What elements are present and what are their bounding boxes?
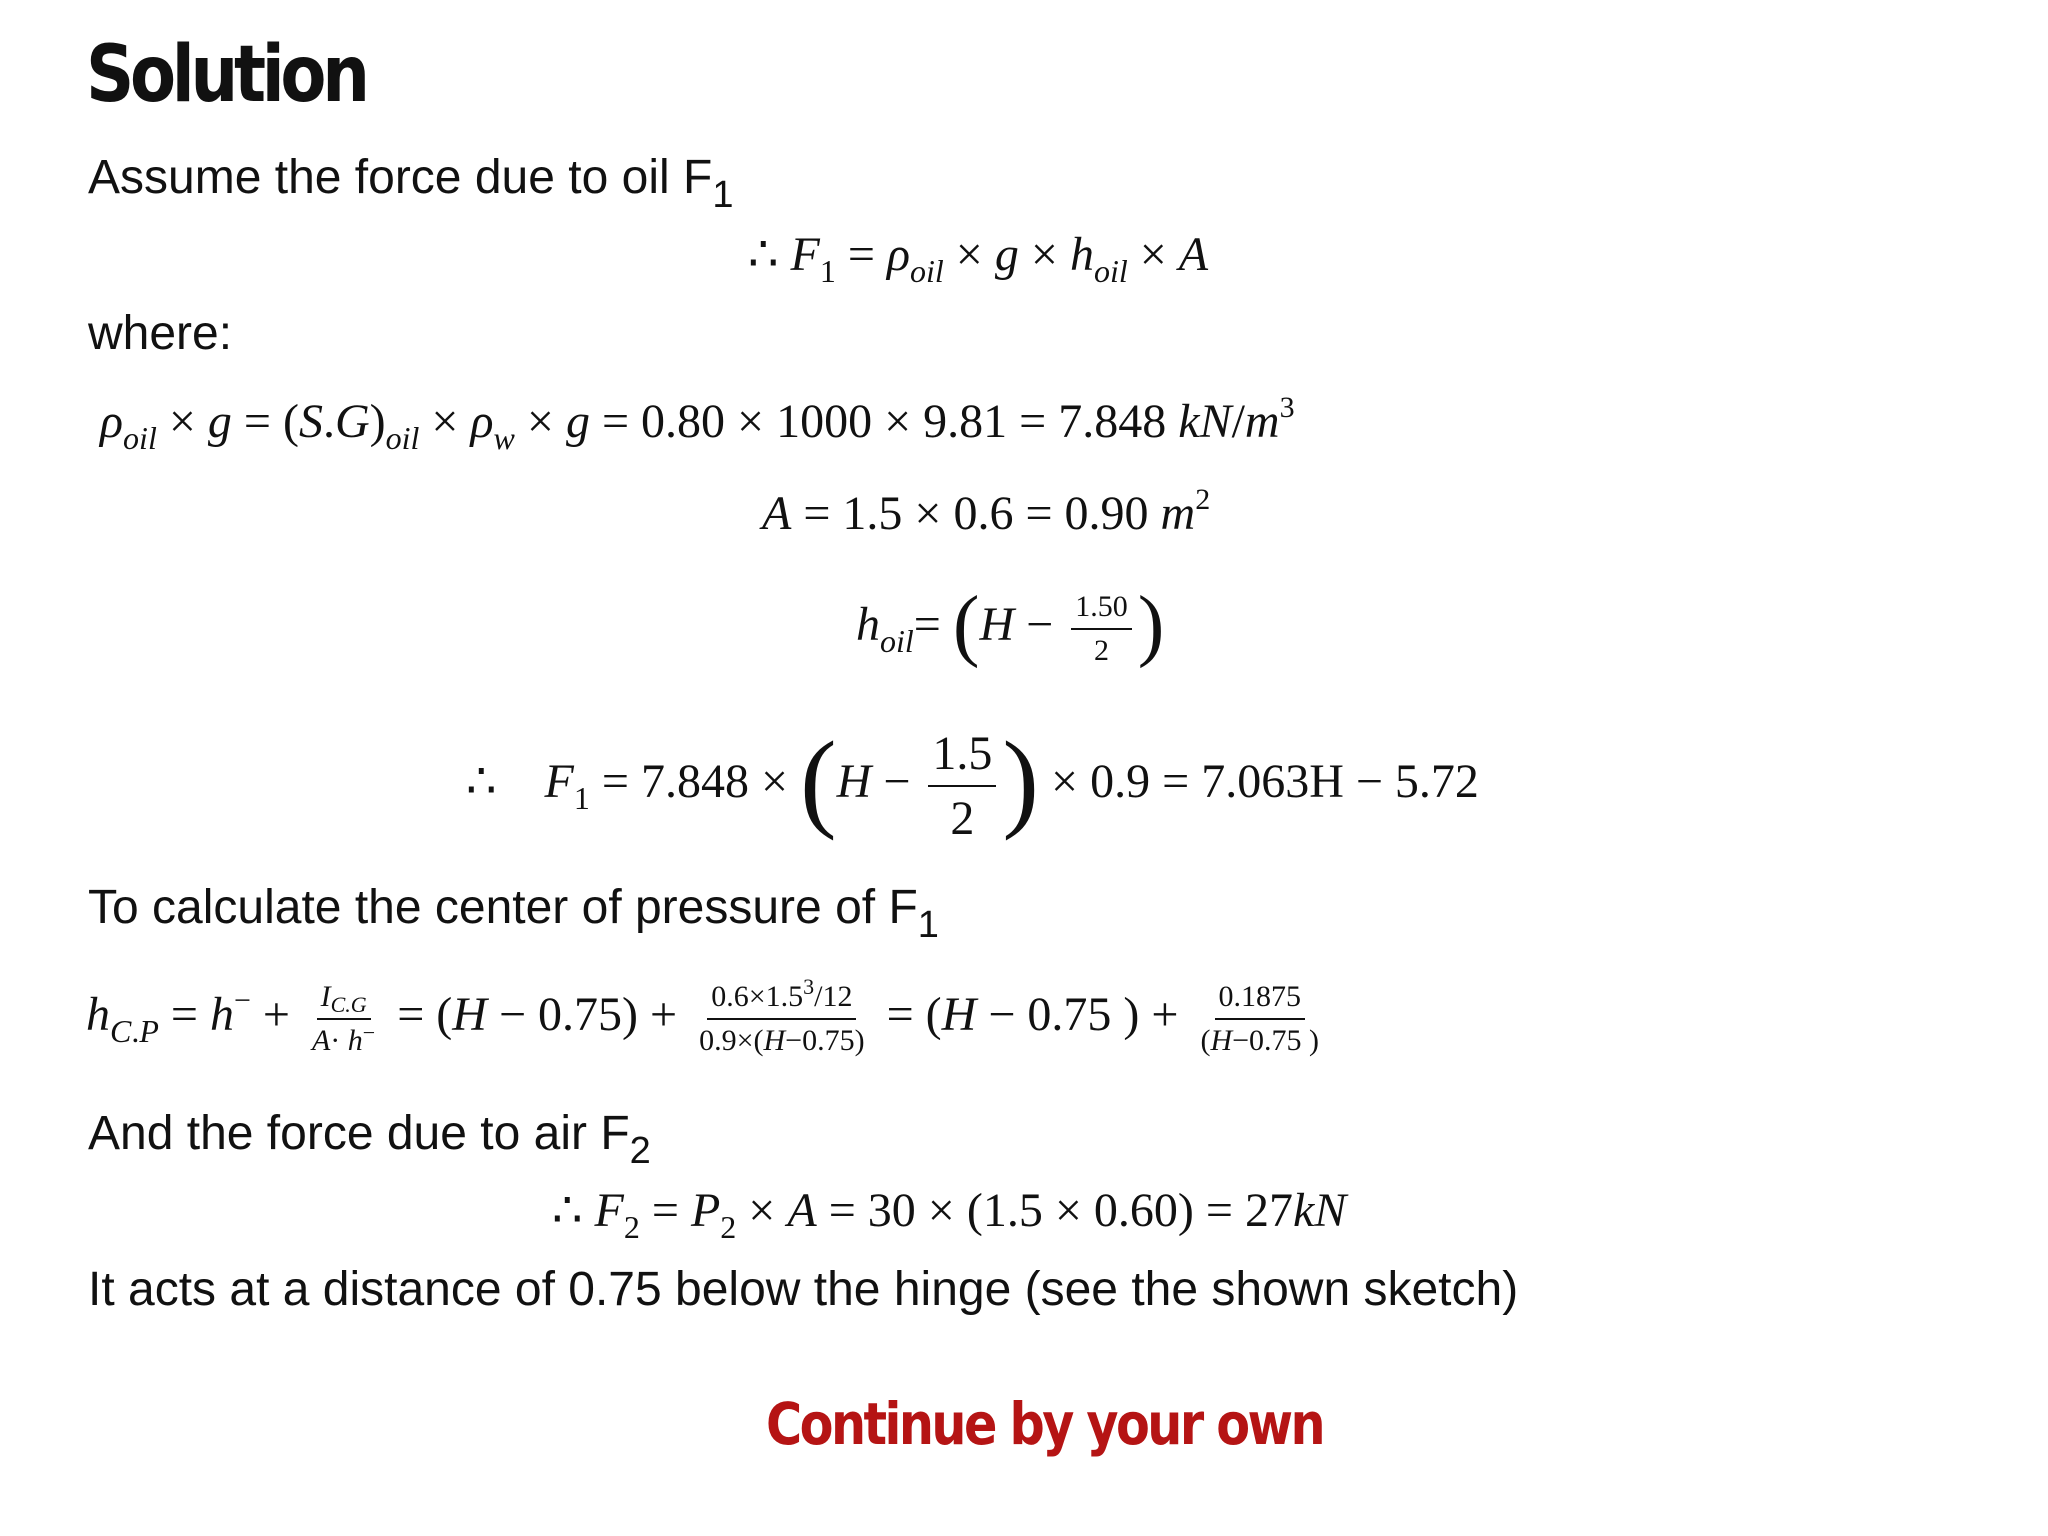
equation-f1: ∴ $F_1 = \rho_{oil} \times g \times h_{oil} \times A$ bbox=[748, 228, 1209, 289]
fraction-1-50-over-2: $\frac{1.50}{2}$ bbox=[1071, 590, 1132, 668]
assume-sub: 1 bbox=[712, 174, 734, 216]
air-line bbox=[88, 1106, 651, 1173]
center-line bbox=[88, 880, 939, 947]
fraction-0-1875: $\frac{0.1875}{(H-0.75 )}$ bbox=[1200, 980, 1320, 1057]
equation-rho-g: $\rho_{oil} \times g = (S.G)_{oil} \times \rho_w \times g = 0.80 \times 1000 \times 9.81 = 7.848$ $kN/m^3$ bbox=[100, 391, 1295, 456]
assume-line bbox=[88, 150, 733, 217]
center-sub: 1 bbox=[917, 904, 939, 946]
fraction-moment: $\frac{0.6\times 1.5^3/12}{0.9\times(H-0.75)}$ bbox=[699, 974, 865, 1057]
center-text: To calculate the center of pressure of F bbox=[88, 881, 918, 934]
fraction-1-5-over-2: $\frac{1.5}{2}$ bbox=[928, 726, 996, 846]
page-title: Solution bbox=[86, 30, 366, 120]
air-text: And the force due to air F bbox=[88, 1107, 630, 1160]
equation-h-oil: $h_{oil}= (H$ − $\frac{1.50}{2}$ ) bbox=[856, 581, 1165, 669]
fraction-ig-over-ah: $\frac{I_{C.G}}{A\cdot h^-}$ bbox=[311, 980, 376, 1057]
where-label: where: bbox=[88, 307, 233, 360]
equation-area: A = 1.5 × 0.6 = 0.90 $m^2$ bbox=[762, 483, 1211, 540]
equation-f1-value: ∴ $F_1 = 7.848 \times (H$ − $\frac{1.5}{2}$ ) × 0.9 = 7.063H − 5.72 bbox=[466, 719, 1479, 845]
equation-center-pressure: $h_{C.P} = h^-$ + $\frac{I_{C.G}}{A\cdot h^-}$ = (H − 0.75) + $\frac{0.6\times 1.5^3/12}{0.9\times(H-0.75)}$ = (H − 0.75 ) + $\frac{0.1875}{(H-0.75 )}$ bbox=[86, 980, 1329, 1058]
assume-text: Assume the force due to oil F bbox=[88, 151, 713, 204]
air-sub: 2 bbox=[629, 1130, 651, 1172]
equation-f2: ∴ $F_2 = P_2 \times A = 30 \times (1.5 \times 0.60) = 27kN$ bbox=[552, 1184, 1347, 1245]
acts-line: It acts at a distance of 0.75 below the hinge (see the shown sketch) bbox=[88, 1263, 1519, 1316]
footer-note: Continue by your own bbox=[766, 1390, 1324, 1458]
